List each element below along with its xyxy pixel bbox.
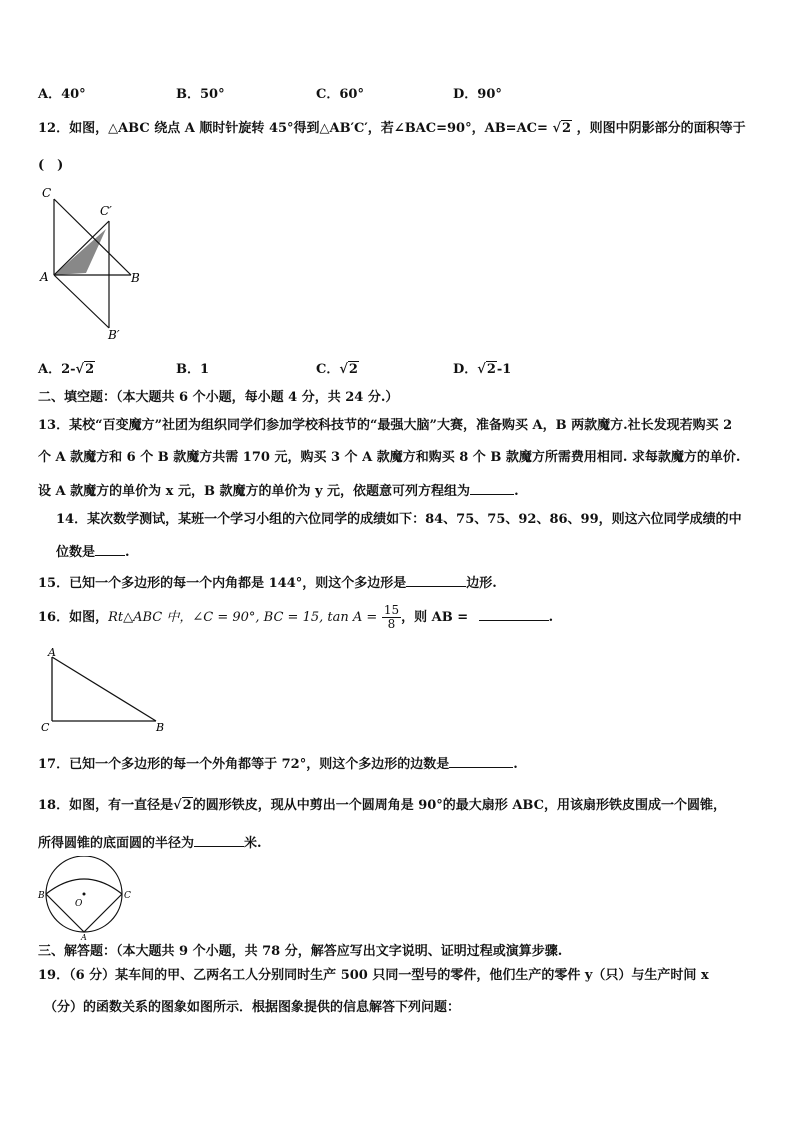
q13-answer-blank[interactable] — [470, 480, 514, 495]
q13-line-2: 个 A 款魔方和 6 个 B 款魔方共需 170 元，购买 3 个 A 款魔方和购买 8 个 B 款魔方所需费用相同. 求每款魔方的单价. — [38, 450, 741, 465]
q11-option-a: A．40° — [38, 87, 86, 102]
q16-fraction: $\frac{15}{8}$ — [383, 603, 400, 631]
q12-option-a: A．2-√2 — [38, 362, 95, 377]
q17-stem: 17．已知一个多边形的每一个外角都等于 72°，则这个多边形的边数是 . — [38, 753, 518, 775]
q16-label-c: C — [41, 721, 50, 734]
q18-answer-blank[interactable] — [194, 832, 244, 847]
q14-line-2: 位数是 . — [56, 541, 130, 563]
q16-figure — [38, 645, 178, 735]
q12-option-b: B．1 — [176, 362, 210, 377]
q15-answer-blank[interactable] — [406, 572, 466, 587]
q18-label-o: O — [75, 899, 83, 909]
q18-label-c: C — [124, 891, 131, 901]
q12-figure — [36, 185, 166, 345]
q11-option-d: D．90° — [453, 87, 502, 102]
q18-line-2: 所得圆锥的底面圆的半径为 米. — [38, 832, 262, 854]
q12-paren: ( ) — [38, 158, 64, 173]
q18-label-a: A — [81, 933, 87, 940]
q14-answer-blank[interactable] — [95, 541, 125, 556]
q12-label-c-prime: C′ — [100, 204, 112, 218]
q12-label-c: C — [42, 186, 52, 200]
q16-label-a: A — [48, 646, 56, 659]
q12-label-b-prime: B′ — [108, 328, 120, 342]
q13-line-1: 13．某校“百变魔方”社团为组织同学们参加学校科技节的“最强大脑”大赛，准备购买 A，B 两款魔方.社长发现若购买 2 — [38, 418, 733, 433]
q14-line-1: 14．某次数学测试，某班一个学习小组的六位同学的成绩如下：84、75、75、92、86、99，则这六位同学成绩的中 — [56, 512, 742, 527]
q13-line-3: 设 A 款魔方的单价为 x 元，B 款魔方的单价为 y 元，依题意可列方程组为 . — [38, 480, 519, 502]
q16-stem: 16．如图，Rt△ABC 中，∠C = 90°, BC = 15, tan A = $\frac{15}{8}$ ，则 AB = . — [38, 603, 554, 631]
q12-stem — [38, 119, 746, 139]
q18-figure — [34, 856, 134, 940]
q15-stem: 15．已知一个多边形的每一个内角都是 144°，则这个多边形是 边形. — [38, 572, 497, 594]
q12-option-d: D．√2-1 — [453, 362, 512, 377]
q18-sector-arc — [46, 879, 122, 894]
section-2-heading: 二、填空题：（本大题共 6 个小题，每小题 4 分，共 24 分.） — [38, 390, 399, 405]
q12-text: 12．如图，△ABC 绕点 A 顺时针旋转 45°得到△AB′C′，若∠BAC=90°，AB=AC= — [38, 121, 548, 136]
q16-answer-blank[interactable] — [479, 606, 549, 621]
q16-label-b: B — [156, 721, 165, 734]
q19-line-1: 19．（6 分）某车间的甲、乙两名工人分别同时生产 500 只同一型号的零件，他们生产的零件 y（只）与生产时间 x — [38, 968, 709, 983]
q12-text-end: ，则图中阴影部分的面积等于 — [576, 121, 746, 136]
section-3-heading: 三、解答题：（本大题共 9 个小题，共 78 分，解答应写出文字说明、证明过程或演算步骤. — [38, 944, 563, 959]
q18-label-b: B — [38, 891, 45, 901]
q11-option-c: C．60° — [316, 87, 364, 102]
q16-seg-ab — [52, 657, 156, 721]
q12-sqrt: √2 — [552, 121, 572, 136]
q12-label-b: B — [131, 271, 140, 285]
q18-center-dot — [83, 893, 86, 896]
q12-label-a: A — [40, 270, 49, 284]
q11-option-b: B．50° — [176, 87, 225, 102]
q18-line-1: 18．如图，有一直径是√2的圆形铁皮，现从中剪出一个圆周角是 90°的最大扇形 ABC，用该扇形铁皮围成一个圆锥， — [38, 798, 726, 813]
q12-option-c: C．√2 — [316, 362, 358, 377]
q17-answer-blank[interactable] — [449, 753, 513, 768]
q12-seg-ab-prime — [54, 275, 109, 328]
q19-line-2: （分）的函数关系的图象如图所示．根据图象提供的信息解答下列问题： — [44, 1000, 461, 1015]
